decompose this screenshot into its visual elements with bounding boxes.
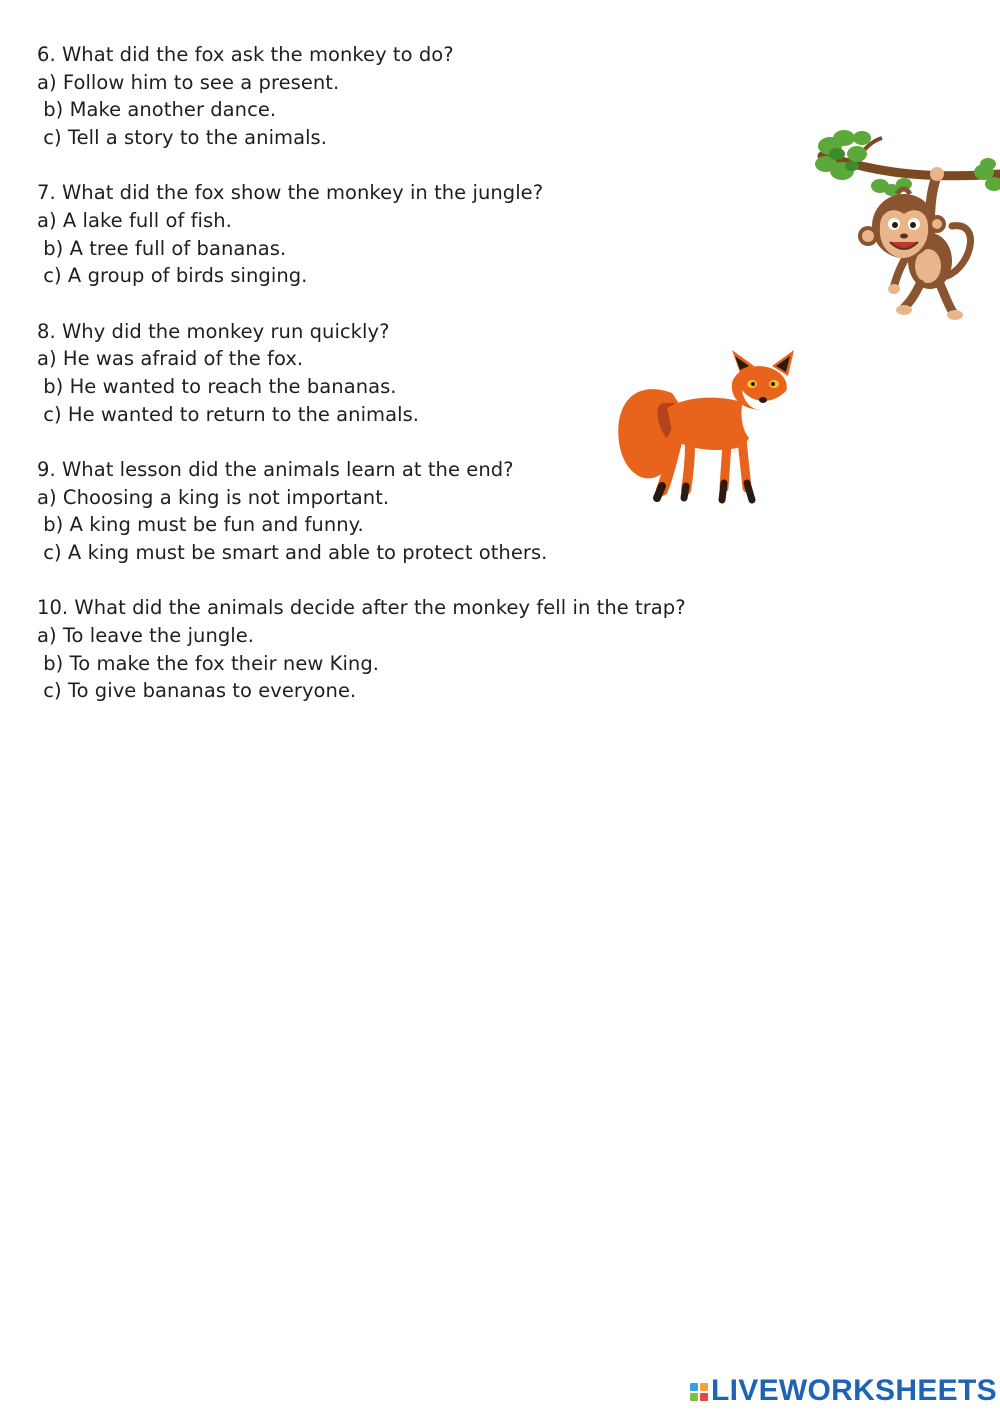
answer-option-b: b) A tree full of bananas.: [37, 236, 287, 260]
logo-mark-icon: [690, 1383, 708, 1401]
answer-option-c: c) A group of birds singing.: [37, 264, 308, 288]
answer-option-a: a) To leave the jungle.: [37, 624, 255, 648]
answer-option-a: a) A lake full of fish.: [37, 209, 232, 233]
answer-option-c: c) To give bananas to everyone.: [37, 679, 357, 703]
answer-option-c: c) A king must be smart and able to protect others.: [37, 541, 548, 565]
question-text: 6. What did the fox ask the monkey to do?: [37, 43, 454, 66]
question-6: [37, 41, 677, 152]
fox-illustration: [612, 348, 802, 510]
question-10: [37, 594, 686, 705]
logo-text: LIVEWORKSHEETS: [711, 1374, 997, 1407]
answer-option-a: a) Follow him to see a present.: [37, 70, 340, 94]
answer-option-c: c) Tell a story to the animals.: [37, 126, 328, 150]
answer-option-a: a) Choosing a king is not important.: [37, 485, 390, 509]
answer-option-b: b) He wanted to reach the bananas.: [37, 375, 397, 399]
question-text: 9. What lesson did the animals learn at the end?: [37, 458, 514, 482]
worksheet-questions: [37, 41, 686, 733]
liveworksheets-logo: [690, 1374, 997, 1408]
question-8: [37, 318, 677, 429]
question-text: 8. Why did the monkey run quickly?: [37, 319, 390, 343]
answer-option-b: b) To make the fox their new King.: [37, 651, 380, 675]
question-text: 7. What did the fox show the monkey in the jungle?: [37, 181, 544, 205]
question-9: [37, 456, 677, 567]
question-text: 10. What did the animals decide after the monkey fell in the trap?: [37, 596, 686, 620]
answer-option-b: b) Make another dance.: [37, 98, 277, 122]
monkey-illustration: [812, 126, 1000, 322]
answer-option-b: b) A king must be fun and funny.: [37, 513, 364, 537]
question-7: [37, 179, 677, 290]
answer-option-a: a) He was afraid of the fox.: [37, 347, 304, 371]
answer-option-c: c) He wanted to return to the animals.: [37, 402, 420, 426]
